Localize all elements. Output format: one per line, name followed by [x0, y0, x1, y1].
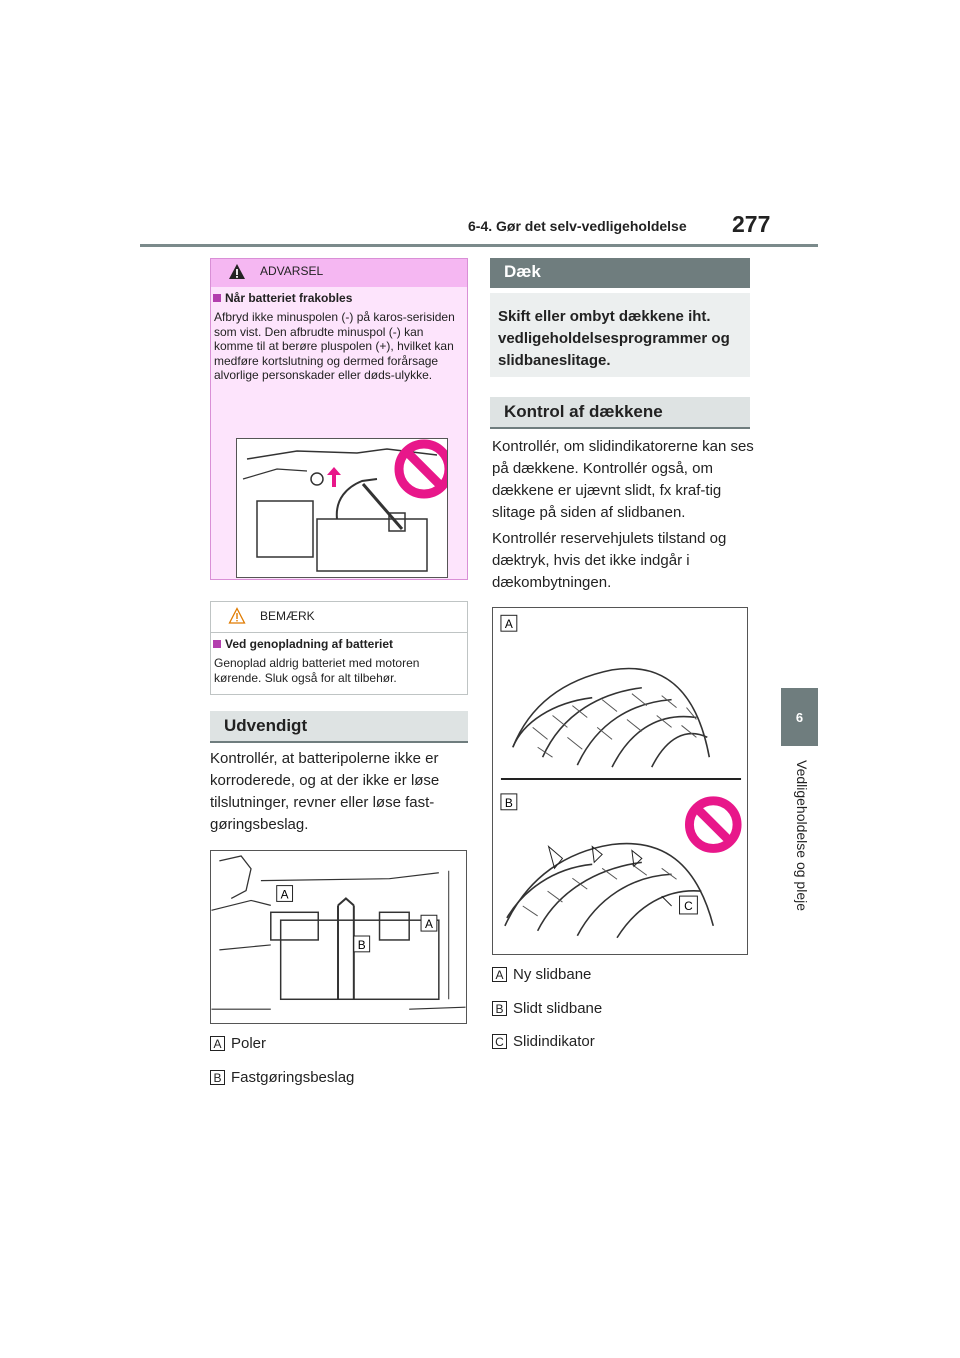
legend-key: C: [492, 1034, 507, 1049]
header-divider: [140, 244, 818, 247]
legend-key: A: [492, 967, 507, 982]
warning-subtitle: [213, 291, 352, 305]
callout-label: C: [684, 898, 693, 913]
legend-item: [492, 1000, 602, 1017]
intro-text: Skift eller ombyt dækkene iht. vedligeholdelsesprogrammer og slidbaneslitage.: [498, 308, 730, 369]
callout-label: B: [504, 795, 513, 810]
callout-label: A: [504, 617, 513, 632]
callout-label: A: [424, 917, 433, 932]
legend-text: Fastgøringsbeslag: [231, 1069, 355, 1086]
legend-text: Poler: [231, 1035, 267, 1052]
kontrol-paragraph-1: Kontrollér, om slidindikatorerne kan ses på dækkene. Kontrollér også, om dækkene er ujævnt slidt, fx kraf-tig slitage på siden af slidbanen.: [492, 438, 754, 521]
warning-subtitle-text: Når batteriet frakobles: [225, 291, 353, 305]
battery-warning-illustration: [236, 438, 448, 578]
legend-key: B: [210, 1070, 225, 1085]
kontrol-paragraph-2: Kontrollér reservehjulets tilstand og dæktryk, hvis det ikke indgår i dækombytningen.: [492, 530, 727, 591]
caution-triangle-icon: [228, 607, 246, 625]
battery-terminals-illustration: [210, 850, 467, 1024]
warning-body: Afbryd ikke minuspolen (-) på karos-serisiden som vist. Den afbrudte minuspol (-) kan komme til at berøre pluspolen (+), hvilket kan medføre kortslutning og dermed forårsage alvorlige personskader eller døds-ulykke.: [214, 310, 455, 382]
bullet-square-icon: [213, 294, 221, 302]
legend-text: Slidindikator: [513, 1033, 595, 1050]
note-header: [211, 602, 467, 633]
chapter-label: Vedligeholdelse og pleje: [794, 760, 810, 912]
section-heading-kontrol: [490, 397, 750, 429]
page-number: 277: [732, 211, 771, 237]
legend-item: [492, 966, 591, 983]
heading-text: Udvendigt: [224, 716, 308, 735]
legend-text: Slidt slidbane: [513, 1000, 603, 1017]
section-heading-daek: [490, 258, 750, 288]
legend-text: Ny slidbane: [513, 966, 592, 983]
tire-tread-illustration: [492, 607, 748, 955]
callout-label: A: [280, 887, 289, 902]
bullet-square-icon: [213, 640, 221, 648]
section-title: 6-4. Gør det selv-vedligeholdelse: [468, 218, 687, 234]
note-subtitle-text: Ved genopladning af batteriet: [225, 637, 394, 651]
warning-header: [211, 259, 467, 287]
udvendigt-paragraph: Kontrollér, at batteripolerne ikke er korroderede, og at der ikke er løse tilslutninger, revner eller løse fast-gøringsbeslag.: [210, 750, 440, 833]
legend-key: B: [492, 1001, 507, 1016]
chapter-tab: 6: [781, 688, 818, 746]
callout-label: B: [357, 937, 366, 952]
legend-item: [492, 1033, 595, 1050]
legend-item: [210, 1069, 354, 1086]
heading-text: Dæk: [504, 262, 541, 281]
legend-key: A: [210, 1036, 225, 1051]
note-body: Genoplad aldrig batteriet med motoren kørende. Sluk også for alt tilbehør.: [214, 656, 420, 685]
heading-text: Kontrol af dækkene: [504, 402, 663, 421]
note-subtitle: [213, 637, 393, 651]
section-heading-udvendigt: [210, 711, 468, 743]
warning-title: ADVARSEL: [260, 264, 324, 278]
warning-triangle-icon: [228, 263, 246, 281]
note-title: BEMÆRK: [260, 609, 315, 623]
legend-item: [210, 1035, 266, 1052]
